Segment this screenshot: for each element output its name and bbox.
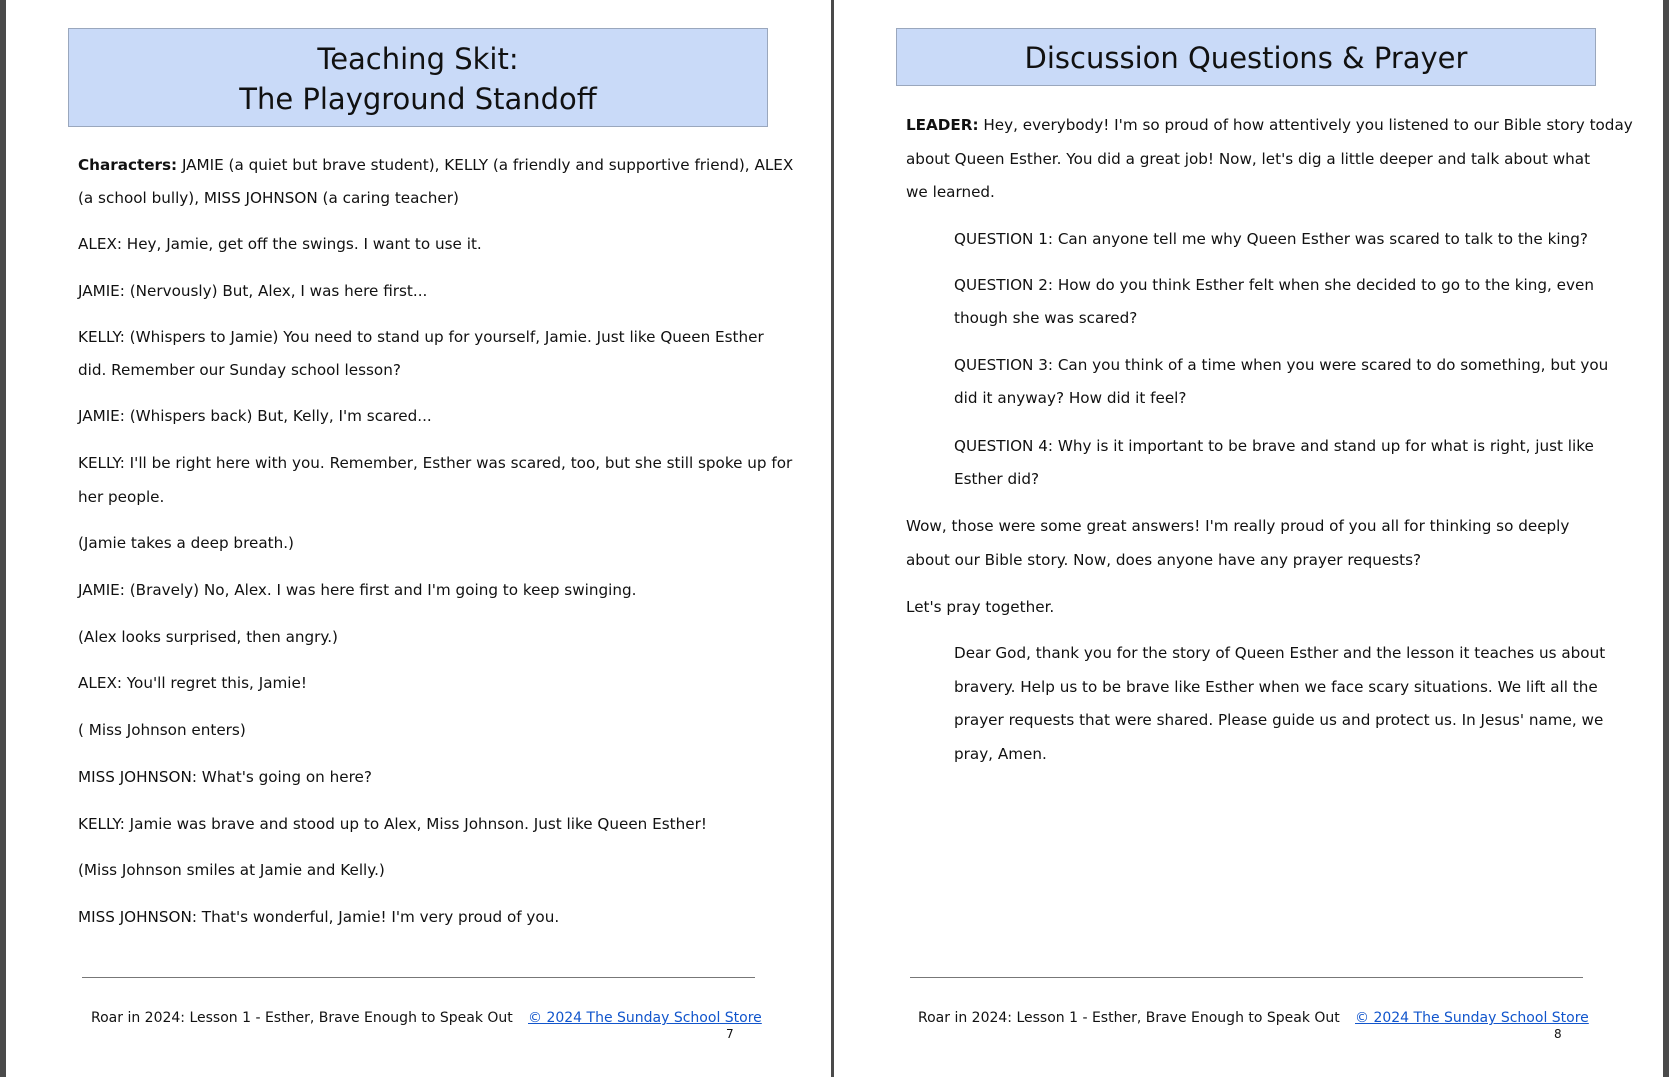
skit-line: (Miss Johnson smiles at Jamie and Kelly.)	[78, 861, 385, 879]
discussion-title-box	[896, 28, 1596, 86]
question-1: QUESTION 1: Can anyone tell me why Queen Esther was scared to talk to the king?	[954, 230, 1588, 248]
page-8	[834, 0, 1663, 1077]
skit-line: ( Miss Johnson enters)	[78, 721, 246, 739]
wow-line-2: about our Bible story. Now, does anyone have any prayer requests?	[906, 551, 1422, 569]
characters-line-1	[78, 155, 793, 175]
prayer-line-1: Dear God, thank you for the story of Queen Esther and the lesson it teaches us about	[954, 644, 1606, 662]
question-3-line-2: did it anyway? How did it feel?	[954, 389, 1187, 407]
skit-line: did. Remember our Sunday school lesson?	[78, 361, 401, 379]
page-number: 8	[1554, 1027, 1562, 1041]
leader-label: LEADER:	[906, 116, 979, 134]
question-2-line-1: QUESTION 2: How do you think Esther felt when she decided to go to the king, even	[954, 276, 1594, 294]
prayer-line-3: prayer requests that were shared. Please guide us and protect us. In Jesus' name, we	[954, 711, 1604, 729]
prayer-line-2: bravery. Help us to be brave like Esther when we face scary situations. We lift all the	[954, 678, 1598, 696]
leader-line-3: we learned.	[906, 183, 995, 201]
characters-text: JAMIE (a quiet but brave student), KELLY (a friendly and supportive friend), ALEX	[177, 156, 794, 174]
characters-label: Characters:	[78, 156, 178, 174]
skit-line: JAMIE: (Nervously) But, Alex, I was here first...	[78, 282, 428, 300]
skit-line: KELLY: I'll be right here with you. Remember, Esther was scared, too, but she still spoke up for	[78, 454, 793, 472]
prayer-line-4: pray, Amen.	[954, 745, 1047, 763]
skit-line: her people.	[78, 488, 165, 506]
discussion-title: Discussion Questions & Prayer	[1024, 41, 1468, 75]
skit-line: JAMIE: (Bravely) No, Alex. I was here first and I'm going to keep swinging.	[78, 581, 637, 599]
skit-line: KELLY: Jamie was brave and stood up to Alex, Miss Johnson. Just like Queen Esther!	[78, 815, 707, 833]
question-3-line-1: QUESTION 3: Can you think of a time when you were scared to do something, but you	[954, 356, 1609, 374]
question-4-line-2: Esther did?	[954, 470, 1040, 488]
skit-line: KELLY: (Whispers to Jamie) You need to stand up for yourself, Jamie. Just like Queen Esther	[78, 328, 764, 346]
skit-line: (Alex looks surprised, then angry.)	[78, 628, 338, 646]
skit-line: JAMIE: (Whispers back) But, Kelly, I'm scared...	[78, 407, 432, 425]
footer-copyright-link[interactable]: © 2024 The Sunday School Store	[528, 1010, 762, 1026]
title-line-1: Teaching Skit:	[317, 42, 519, 76]
footer-lesson-title: Roar in 2024: Lesson 1 - Esther, Brave Enough to Speak Out	[918, 1010, 1340, 1026]
skit-line: MISS JOHNSON: What's going on here?	[78, 768, 372, 786]
footer-divider	[82, 977, 755, 978]
skit-title-box	[68, 28, 768, 127]
page-7	[6, 0, 831, 1077]
skit-line: ALEX: You'll regret this, Jamie!	[78, 674, 307, 692]
footer-lesson-title: Roar in 2024: Lesson 1 - Esther, Brave Enough to Speak Out	[91, 1010, 513, 1026]
pray-intro: Let's pray together.	[906, 598, 1055, 616]
question-2-line-2: though she was scared?	[954, 309, 1138, 327]
question-4-line-1: QUESTION 4: Why is it important to be brave and stand up for what is right, just like	[954, 437, 1594, 455]
wow-line-1: Wow, those were some great answers! I'm really proud of you all for thinking so deeply	[906, 517, 1570, 535]
leader-text: Hey, everybody! I'm so proud of how attentively you listened to our Bible story today	[978, 116, 1633, 134]
characters-line-2: (a school bully), MISS JOHNSON (a caring teacher)	[78, 189, 459, 207]
skit-line: ALEX: Hey, Jamie, get off the swings. I want to use it.	[78, 235, 482, 253]
leader-line-2: about Queen Esther. You did a great job! Now, let's dig a little deeper and talk about what	[906, 150, 1591, 168]
title-line-2: The Playground Standoff	[239, 82, 597, 116]
page-number: 7	[726, 1027, 734, 1041]
skit-line: (Jamie takes a deep breath.)	[78, 534, 294, 552]
skit-line: MISS JOHNSON: That's wonderful, Jamie! I'm very proud of you.	[78, 908, 560, 926]
footer-copyright-link[interactable]: © 2024 The Sunday School Store	[1355, 1010, 1589, 1026]
leader-line-1	[906, 115, 1633, 135]
footer-divider	[910, 977, 1583, 978]
